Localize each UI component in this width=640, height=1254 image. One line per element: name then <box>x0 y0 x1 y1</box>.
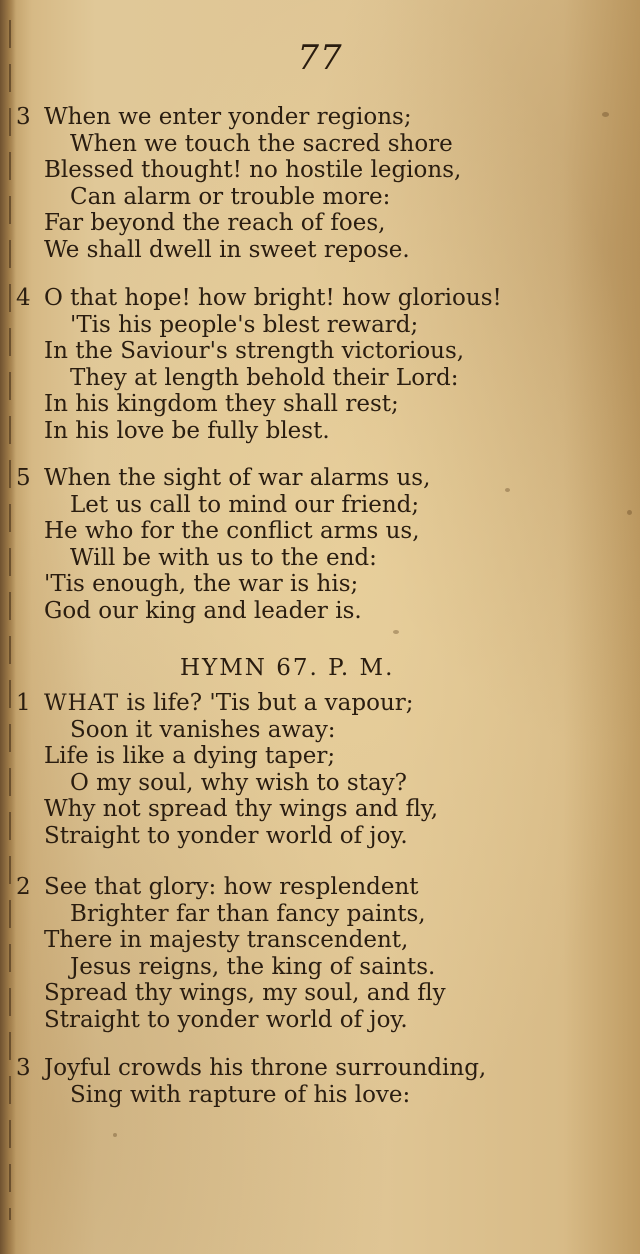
first-word: WHAT <box>44 691 120 716</box>
verse-line: Straight to yonder world of joy. <box>44 1006 408 1033</box>
verse-line: When we touch the sacred shore <box>70 130 453 157</box>
verse-line: In his love be fully blest. <box>44 417 330 444</box>
verse-line: Life is like a dying taper; <box>44 743 336 769</box>
stanza-number: 4 <box>16 285 31 311</box>
foxing-spot <box>113 1133 117 1137</box>
foxing-spot <box>627 510 632 515</box>
verse-line-rest: is life? 'Tis but a vapour; <box>119 690 414 716</box>
stanza-number: 2 <box>16 874 31 900</box>
hymn-heading: HYMN 67. P. M. <box>180 655 395 681</box>
verse-line: 'Tis his people's blest reward; <box>70 311 419 338</box>
verse-line: Can alarm or trouble more: <box>70 183 391 210</box>
verse-line: When the sight of war alarms us, <box>44 465 431 491</box>
verse-line: See that glory: how resplendent <box>44 874 419 900</box>
verse-line: Let us call to mind our friend; <box>70 491 420 518</box>
gutter-rule <box>9 20 11 1220</box>
foxing-spot <box>602 112 609 117</box>
verse-line: Brighter far than fancy paints, <box>70 900 426 927</box>
verse-line: Straight to yonder world of joy. <box>44 822 408 849</box>
verse-line: Sing with rapture of his love: <box>70 1081 411 1108</box>
verse-line: Jesus reigns, the king of saints. <box>70 953 436 980</box>
verse-line: O my soul, why wish to stay? <box>70 769 407 796</box>
stanza-number: 1 <box>16 690 31 716</box>
verse-line: 'Tis enough, the war is his; <box>44 571 359 597</box>
verse-line: In his kingdom they shall rest; <box>44 391 399 417</box>
verse-line: Far beyond the reach of foes, <box>44 210 386 236</box>
verse-line <box>44 690 414 718</box>
verse-line: We shall dwell in sweet repose. <box>44 236 410 263</box>
verse-line: There in majesty transcendent, <box>44 927 409 953</box>
verse-line: In the Saviour's strength victorious, <box>44 338 465 364</box>
page-gutter <box>0 0 16 1254</box>
stanza-number: 3 <box>16 104 31 130</box>
verse-line: When we enter yonder regions; <box>44 104 412 130</box>
verse-line: Spread thy wings, my soul, and fly <box>44 980 446 1006</box>
stanza-number: 3 <box>16 1055 31 1081</box>
verse-line: Soon it vanishes away: <box>70 716 336 743</box>
verse-line: God our king and leader is. <box>44 597 362 624</box>
foxing-spot <box>393 630 399 634</box>
foxing-spot <box>505 488 510 492</box>
verse-line: O that hope! how bright! how glorious! <box>44 285 502 311</box>
verse-line: Why not spread thy wings and fly, <box>44 796 439 822</box>
page-number: 77 <box>297 38 343 78</box>
verse-line: Joyful crowds his throne surrounding, <box>44 1055 487 1081</box>
verse-line: Blessed thought! no hostile legions, <box>44 157 462 183</box>
verse-line: Will be with us to the end: <box>70 544 377 571</box>
verse-line: He who for the conflict arms us, <box>44 518 420 544</box>
verse-line: They at length behold their Lord: <box>70 364 459 391</box>
stanza-number: 5 <box>16 465 31 491</box>
